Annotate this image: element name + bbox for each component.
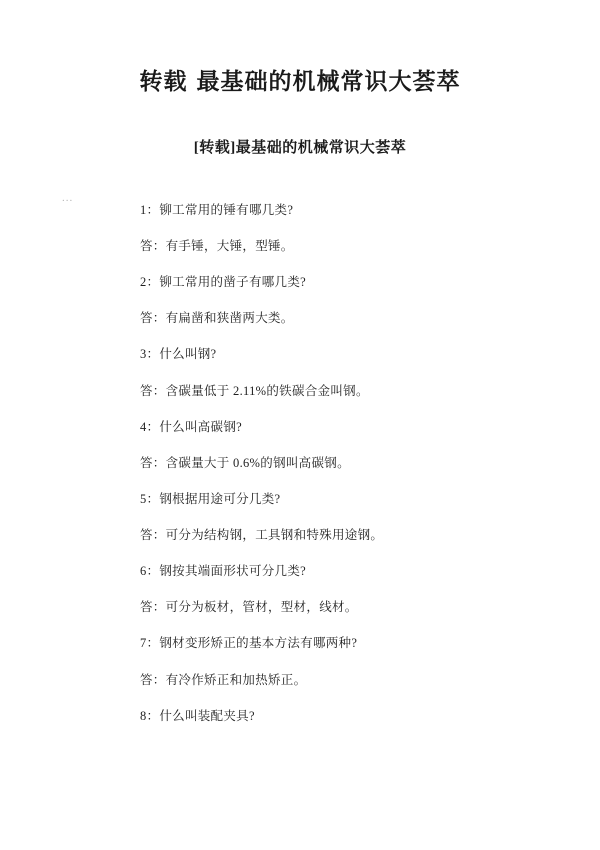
paragraph: 答：有手锤，大锤，型锤。	[140, 239, 294, 254]
document-body	[60, 157, 540, 725]
paragraph: 7：钢材变形矫正的基本方法有哪两种?	[140, 636, 358, 651]
paragraph: 5：钢根据用途可分几类?	[140, 491, 281, 506]
paragraph: 4：什么叫高碳钢?	[140, 419, 242, 434]
paragraph: 答：可分为结构钢，工具钢和特殊用途钢。	[140, 528, 384, 543]
page-title: 转载 最基础的机械常识大荟萃	[139, 69, 461, 95]
ellipsis-mark: ...	[62, 192, 74, 204]
paragraph: 2：铆工常用的凿子有哪几类?	[140, 275, 306, 290]
document-subtitle: [转载]最基础的机械常识大荟萃	[193, 139, 407, 156]
paragraph: 答：含碳量低于 2.11%的铁碳合金叫钢。	[140, 383, 369, 398]
paragraph: 6：钢按其端面形状可分几类?	[140, 564, 306, 579]
paragraph: 答：有冷作矫正和加热矫正。	[140, 672, 307, 687]
paragraph: 答：含碳量大于 0.6%的钢叫高碳钢。	[140, 455, 350, 470]
paragraph: 3：什么叫钢?	[140, 347, 217, 362]
paragraph: 答：有扁凿和狭凿两大类。	[140, 311, 294, 326]
paragraph: 1：铆工常用的锤有哪几类?	[140, 202, 294, 217]
paragraph: 答：可分为板材，管材，型材，线材。	[140, 600, 358, 615]
paragraph: 8：什么叫装配夹具?	[140, 708, 255, 723]
